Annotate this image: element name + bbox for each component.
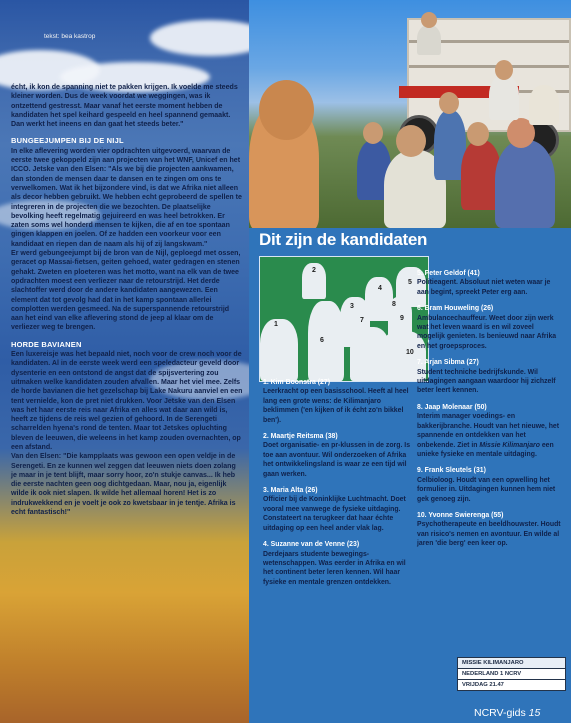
candidates-title: Dit zijn de kandidaten — [259, 230, 428, 249]
broadcast-info-box — [457, 657, 566, 691]
person-head — [363, 122, 383, 144]
left-column — [0, 0, 249, 723]
paragraph-text: Van den Elsen: — [11, 453, 62, 461]
quote: "Die kampplaats was gewoon een open veldje in de Serengeti. En ze kunnen wel zeggen dat leeuwen niets doen zolang je maar in je tent blijft, maar sorry hoor, zo'n stukje canvas... Ik heb die eerste nachten geen oog dichtgedaan. Maar, nou ja, eigenlijk wilde ik ook niet slapen. Ik wilde het allemaal horen! Het is zo indrukwekkend en je voelt je ook zo kwetsbaar in je tentje. Afrika is echt fantastisch!" — [11, 453, 236, 517]
candidate-desc — [417, 412, 563, 459]
show-title: Missie Kilimanjaro — [479, 441, 540, 449]
map-number: 7 — [360, 317, 364, 324]
map-number: 1 — [274, 321, 278, 328]
candidate-name: 6. Bram Houweling (26) — [417, 305, 494, 313]
intro-paragraph: écht, ik kon de spanning niet te pakken krijgen. Ik voelde me steeds kleiner worden. Dus de week voordat we weggingen, was ik ontzettend gestresst. Maar vanaf het eerste moment hebben de kandidaten het spel keihard gespeeld en heel spannend gemaakt. Dan werkt het ineens en dan gaat het steeds beter." — [11, 84, 238, 129]
candidate-name: 8. Jaap Molenaar (50) — [417, 403, 487, 411]
person — [417, 25, 441, 55]
silhouette — [260, 319, 298, 381]
candidate-list-right — [417, 269, 563, 556]
candidate-desc: Celbioloog. Houdt van een opwelling het formulier in. Uitdagingen kunnen hem niet gek genoeg zijn. — [417, 476, 556, 503]
quote: "Als we bij die projecten aankwamen, dan stonden de mensen daar te dansen en te zingen om ons te verwelkomen. Wat ik het bijzondere vind, is dat we Afrika niet alleen als decor hebben gebruikt. We hebben echt geprobeerd de spellen te integreren in de projecten die we bezochten. De plaatselijke bevolking heeft regelmatig gejuireerd en was heel betrokken. Er zaten soms wel honderd mensen te kijken, die af en toe spontaan gingen klappen en joelen. Of ze hadden een voorkeur voor een kandidaat en riepen dan de naam als hij of zij langskwam." — [11, 166, 242, 248]
person-head — [396, 125, 426, 157]
map-number: 6 — [320, 337, 324, 344]
badge-title: MISSIE KILIMANJARO — [458, 658, 565, 668]
paragraph: Een luxereisje was het bepaald niet, noch voor de crew noch voor de kandidaten. Al in de eerste week werd een speledacteur geveld door dysenterie en een ontstond de angst dat de spijsvertering zou uitmaken welke kandidaten zouden afvallen. Maar het viel mee. Zelfs de horde bavianen die het gezelschap bij Lake Nakuru aanviel en een tent vernielde, kon de pret niet drukken. Voor Jetske van den Elsen was het haar eerste reis naar Afrika en alles wat daar aan wild is, heeft ze tijdens de reis wel gezien of gehoord. In de Serengeti scharrelden hyena's rond de tenten. Maar tot Jetskes opluchting bleven de leeuwen, die weleens in het kamp zouden overnachten, op een afstand. — [11, 351, 243, 451]
author-credit: tekst: bea kastrop — [44, 33, 96, 40]
map-number: 10 — [406, 349, 414, 356]
badge-channel: NEDERLAND 1 NCRV — [458, 668, 565, 679]
cloud — [150, 20, 249, 56]
badge-time: VRIJDAG 21.47 — [458, 679, 565, 690]
article-body — [11, 83, 243, 517]
map-number: 3 — [350, 303, 354, 310]
map-number: 8 — [392, 301, 396, 308]
candidate-name: 10. Yvonne Swierenga (55) — [417, 511, 504, 519]
person-head — [259, 80, 314, 140]
candidates-silhouette-map — [259, 256, 429, 382]
paragraph-text: In elke aflevering worden vier opdrachten uitgevoerd, waarvan de eerste twee gekoppeld zijn aan projecten van het WNF, Unicef en het ICCO. Jetske van den Elsen: — [11, 147, 241, 174]
desc-text: een unieke fysieke en mentale uitdaging. — [417, 441, 554, 458]
map-number: 5 — [408, 279, 412, 286]
candidate-desc: Politieagent. Absoluut niet weten waar je aan begint, spreekt Peter erg aan. — [417, 279, 551, 296]
candidate-item — [263, 378, 413, 425]
candidate-name: 3. Maria Alta (26) — [263, 487, 318, 495]
person-head — [439, 92, 459, 114]
candidate-desc: Leerkracht op een basisschool. Heeft al heel lang een grote wens: de Kilimanjaro beklimmen ('en kijken of ik écht zo'n bikkel ben'). — [263, 388, 409, 424]
person — [495, 140, 555, 228]
candidate-desc: Derdejaars studente bewegings-wetenschappen. Was eerder in Afrika en wil het continent beter leren kennen. Wil haar fysieke en mentale grenzen ontdekken. — [263, 550, 406, 586]
silhouette — [308, 301, 344, 381]
page-footer — [474, 707, 540, 719]
candidate-item — [417, 466, 563, 504]
person-head — [495, 60, 513, 80]
candidate-item — [263, 432, 413, 479]
candidate-item — [417, 403, 563, 459]
person-head — [421, 12, 437, 28]
candidate-desc: Ambulancechauffeur. Weet door zijn werk wat het leven waard is en wil zoveel mogelijk genieten. Is benieuwd naar Afrika en het groepsproces. — [417, 314, 557, 350]
candidates-section — [249, 228, 571, 723]
map-number: 9 — [400, 315, 404, 322]
candidate-desc: Officier bij de Koninklijke Luchtmacht. Doet vooral mee vanwege de fysieke uitdaging. Constateert na terugkeer dat haar échte uitdaging op een heel ander vlak lag. — [263, 496, 406, 532]
section-heading-bungee: BUNGEEJUMPEN BIJ DE NIJL — [11, 136, 124, 146]
candidate-item — [417, 358, 563, 396]
candidate-item — [417, 511, 563, 549]
candidate-name: 7. Arjan Sibma (27) — [417, 359, 479, 367]
candidate-desc: Student techniche bedrijfskunde. Wil uitdagingen aangaan waardoor hij zichzelf beter leert kennen. — [417, 368, 556, 395]
person-head — [467, 122, 489, 146]
paragraph — [11, 147, 243, 249]
page-number: 15 — [528, 707, 541, 719]
paragraph — [11, 452, 243, 517]
person — [489, 75, 519, 120]
section-heading-bavianen: HORDE BAVIANEN — [11, 339, 82, 349]
candidate-name: 5. Peter Geldof (41) — [417, 270, 480, 277]
candidate-desc: Psychotherapeute en beeldhouwster. Houdt van risico's nemen en avontuur. En wilde al jaren 'die berg' een keer op. — [417, 521, 561, 548]
candidate-name: 4. Suzanne van de Venne (23) — [263, 541, 360, 549]
candidate-item — [263, 486, 413, 533]
candidate-name: 9. Frank Sleutels (31) — [417, 467, 486, 475]
candidate-desc: Doet organisatie- en pr-klussen in de zorg. Is toe aan avontuur. Wil onderzoeken of Afrika het ontwikkelingsland is waar ze een tijd wil gaan werken. — [263, 442, 411, 478]
paragraph: Er werd gebungeejumpt bij de bron van de Nijl, geploegd met ossen, geracet op Massai-fietsen, geiten gehoed, water gedragen en stenen gehakt. Zweten en ploeteren was het motto, want na elk van de twee opdrachten moest een verliezer naar de retourstrijd. Het derde slachtoffer werd door de andere kandidaten aangewezen. Een element dat tot gevolg had dat in het kamp spontaan allerlei complotten werden gesmeed. Na de superspannende retourstrijd aan het eind van elke aflevering stond de jeep al klaar om de verliezer weg te brengen. — [11, 250, 241, 332]
candidate-item — [417, 304, 563, 351]
desc-text: Interim manager voedings- en bakkerijbranche. Houdt van het nieuwe, het spannende en ontdekken van het onbekende. Ziet in — [417, 413, 560, 449]
candidate-list-left — [263, 378, 413, 594]
map-number: 4 — [378, 285, 382, 292]
candidate-name: 2. Maartje Reitsma (38) — [263, 433, 338, 441]
person — [529, 85, 559, 125]
candidate-name: 1. Kim Boonstra (27) — [263, 379, 331, 386]
magazine-name: NCRV-gids — [474, 707, 526, 719]
map-number: 2 — [312, 267, 316, 274]
candidate-item — [417, 269, 563, 297]
group-photo — [249, 0, 571, 228]
candidate-item — [263, 540, 413, 587]
